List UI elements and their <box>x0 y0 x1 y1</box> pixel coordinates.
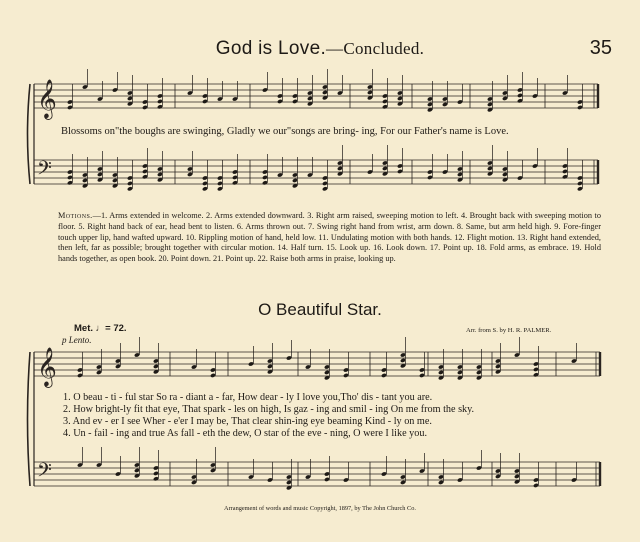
song2-brace <box>28 352 31 486</box>
song1-bass-clef: 𝄢 <box>37 158 52 184</box>
motions-text <box>58 211 601 265</box>
verse-3: 3. And ev - er I see Wher - e'er I may be, That clear shin-ing eye beaming Kind - ly on me. <box>63 416 432 427</box>
tempo-marking: p Lento. <box>62 335 92 345</box>
song2-bass-clef: 𝄢 <box>37 460 52 486</box>
title-text: God is Love. <box>215 38 327 59</box>
motions-label: Motions. <box>58 211 93 220</box>
verse-1: 1. O beau - ti - ful star So ra - diant a - far, How dear - ly I love you,Tho' dis - tant you are. <box>63 392 433 403</box>
motions-body: —1. Arms extended in welcome. 2. Arms extended downward. 3. Right arm raised, sweeping motion to left. 4. Brought back with sweeping motion to floor. 5. Right hand back of ear, head bent to listen. 6. Arms thrown out. 7. Swing right hand from wrist, arm down. 8. Same, but arm held high. 9. Fore-finger touch upper lip, hand wafted upward. 10. Rippling motion of hand, held low. 11. Undulating motion with both hands. 12. Flight motion. 13. Right hand extended, then left, far as possible; brought together with circular motion. 14. Half turn. 15. Look up. 16. Look down. 17. Point up. 18. Fold arms, as embrace. 19. Hold hands together, as open book. 20. Point down. 21. Point up. 22. Raise both arms in praise, looking up. <box>58 211 601 264</box>
song1-lyric-line: Blossoms on"the boughs are swinging, Gladly we our"songs are bring- ing, For our Father's name is Love. <box>61 126 509 137</box>
metronome-mark: Met. ♩= 72. <box>74 323 127 334</box>
song1-treble-clef: 𝄞 <box>37 79 57 118</box>
copyright-notice: Arrangement of words and music Copyright, 1897, by The John Church Co. <box>224 505 416 512</box>
song2-title: O Beautiful Star. <box>258 300 382 319</box>
page-number: 35 <box>589 37 612 59</box>
arranger-credit: Arr. from S. by H. R. PALMER. <box>466 327 552 334</box>
song1-brace <box>28 84 31 184</box>
verse-4: 4. Un - fail - ing and true As fall - eth the dew, O star of the eve - ning, O were I like you. <box>63 428 427 439</box>
verse-2: 2. How bright-ly fit that eye, That spark - les on high, Is gaz - ing and smil - ing On me from the sky. <box>63 404 475 415</box>
title-suffix: —Concluded. <box>326 39 425 58</box>
song2-treble-clef: 𝄞 <box>37 347 57 386</box>
